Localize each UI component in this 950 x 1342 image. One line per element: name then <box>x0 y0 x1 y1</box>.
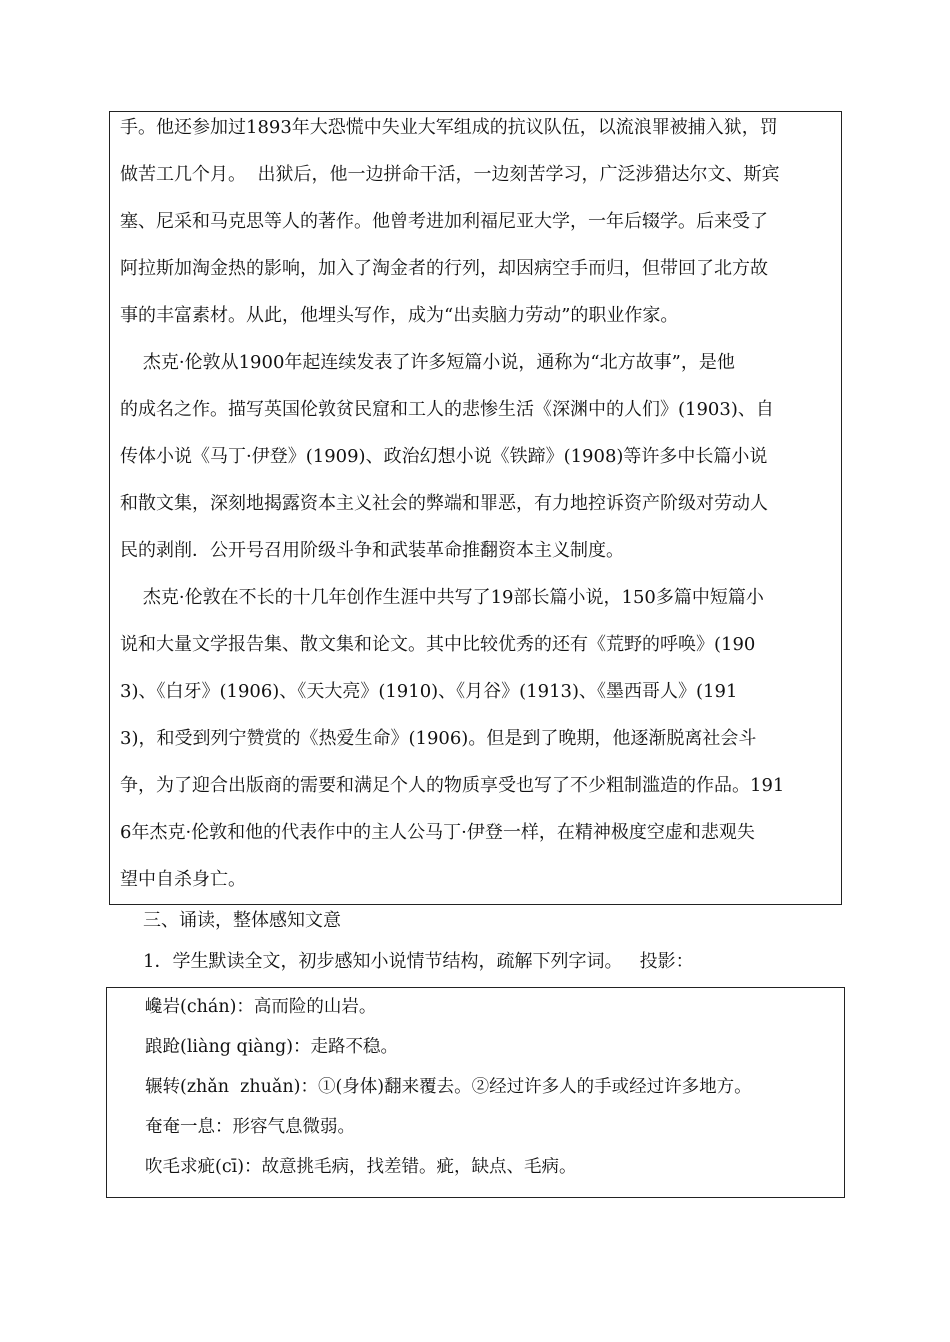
vocab-item: 辗转(zhǎn zhuǎn)：①(身体)翻来覆去。②经过许多人的手或经过许多地方。 <box>145 1077 752 1097</box>
paragraph-line: 传体小说《马丁·伊登》(1909)、政治幻想小说《铁蹄》(1908)等许多中长篇小说 <box>120 446 768 467</box>
paragraph-line: 杰克·伦敦从1900年起连续发表了许多短篇小说，通称为“北方故事”，是他 <box>120 352 735 373</box>
paragraph-line: 争，为了迎合出版商的需要和满足个人的物质享受也写了不少粗制滥造的作品。191 <box>120 775 785 796</box>
paragraph-line: 手。他还参加过1893年大恐慌中失业大军组成的抗议队伍，以流浪罪被捕入狱，罚 <box>120 117 778 138</box>
vocab-item: 巉岩(chán)：高而险的山岩。 <box>145 997 377 1017</box>
paragraph-line: 3)，和受到列宁赞赏的《热爱生命》(1906)。但是到了晚期，他逐渐脱离社会斗 <box>120 728 757 749</box>
section-heading: 三、诵读，整体感知文意 <box>143 910 341 931</box>
vocabulary-box <box>106 987 845 1198</box>
paragraph-line: 塞、尼采和马克思等人的著作。他曾考进加利福尼亚大学，一年后辍学。后来受了 <box>120 211 768 232</box>
vocab-item: 吹毛求疵(cī)：故意挑毛病，找差错。疵，缺点、毛病。 <box>145 1157 577 1177</box>
paragraph-line: 望中自杀身亡。 <box>120 869 246 890</box>
paragraph-line: 做苦工几个月。 出狱后，他一边拼命干活，一边刻苦学习，广泛涉猎达尔文、斯宾 <box>120 164 780 185</box>
instruction-line: 1．学生默读全文，初步感知小说情节结构，疏解下列字词。 投影： <box>143 951 694 972</box>
paragraph-line: 3)、《白牙》(1906)、《天大亮》(1910)、《月谷》(1913)、《墨西哥人》(191 <box>120 681 738 702</box>
paragraph-line: 事的丰富素材。从此，他埋头写作，成为“出卖脑力劳动”的职业作家。 <box>120 305 679 326</box>
biography-text-box <box>109 111 842 905</box>
paragraph-line: 阿拉斯加淘金热的影响，加入了淘金者的行列，却因病空手而归，但带回了北方故 <box>120 258 768 279</box>
paragraph-line: 的成名之作。描写英国伦敦贫民窟和工人的悲惨生活《深渊中的人们》(1903)、自 <box>120 399 774 420</box>
paragraph-line: 杰克·伦敦在不长的十几年创作生涯中共写了19部长篇小说，150多篇中短篇小 <box>120 587 764 608</box>
paragraph-line: 民的剥削．公开号召用阶级斗争和武装革命推翻资本主义制度。 <box>120 540 624 561</box>
vocab-item: 踉跄(liàng qiàng)：走路不稳。 <box>145 1037 399 1057</box>
vocab-item: 奄奄一息：形容气息微弱。 <box>145 1117 355 1137</box>
paragraph-line: 说和大量文学报告集、散文集和论文。其中比较优秀的还有《荒野的呼唤》(190 <box>120 634 756 655</box>
paragraph-line: 6年杰克·伦敦和他的代表作中的主人公马丁·伊登一样，在精神极度空虚和悲观失 <box>120 822 755 843</box>
paragraph-line: 和散文集，深刻地揭露资本主义社会的弊端和罪恶，有力地控诉资产阶级对劳动人 <box>120 493 768 514</box>
